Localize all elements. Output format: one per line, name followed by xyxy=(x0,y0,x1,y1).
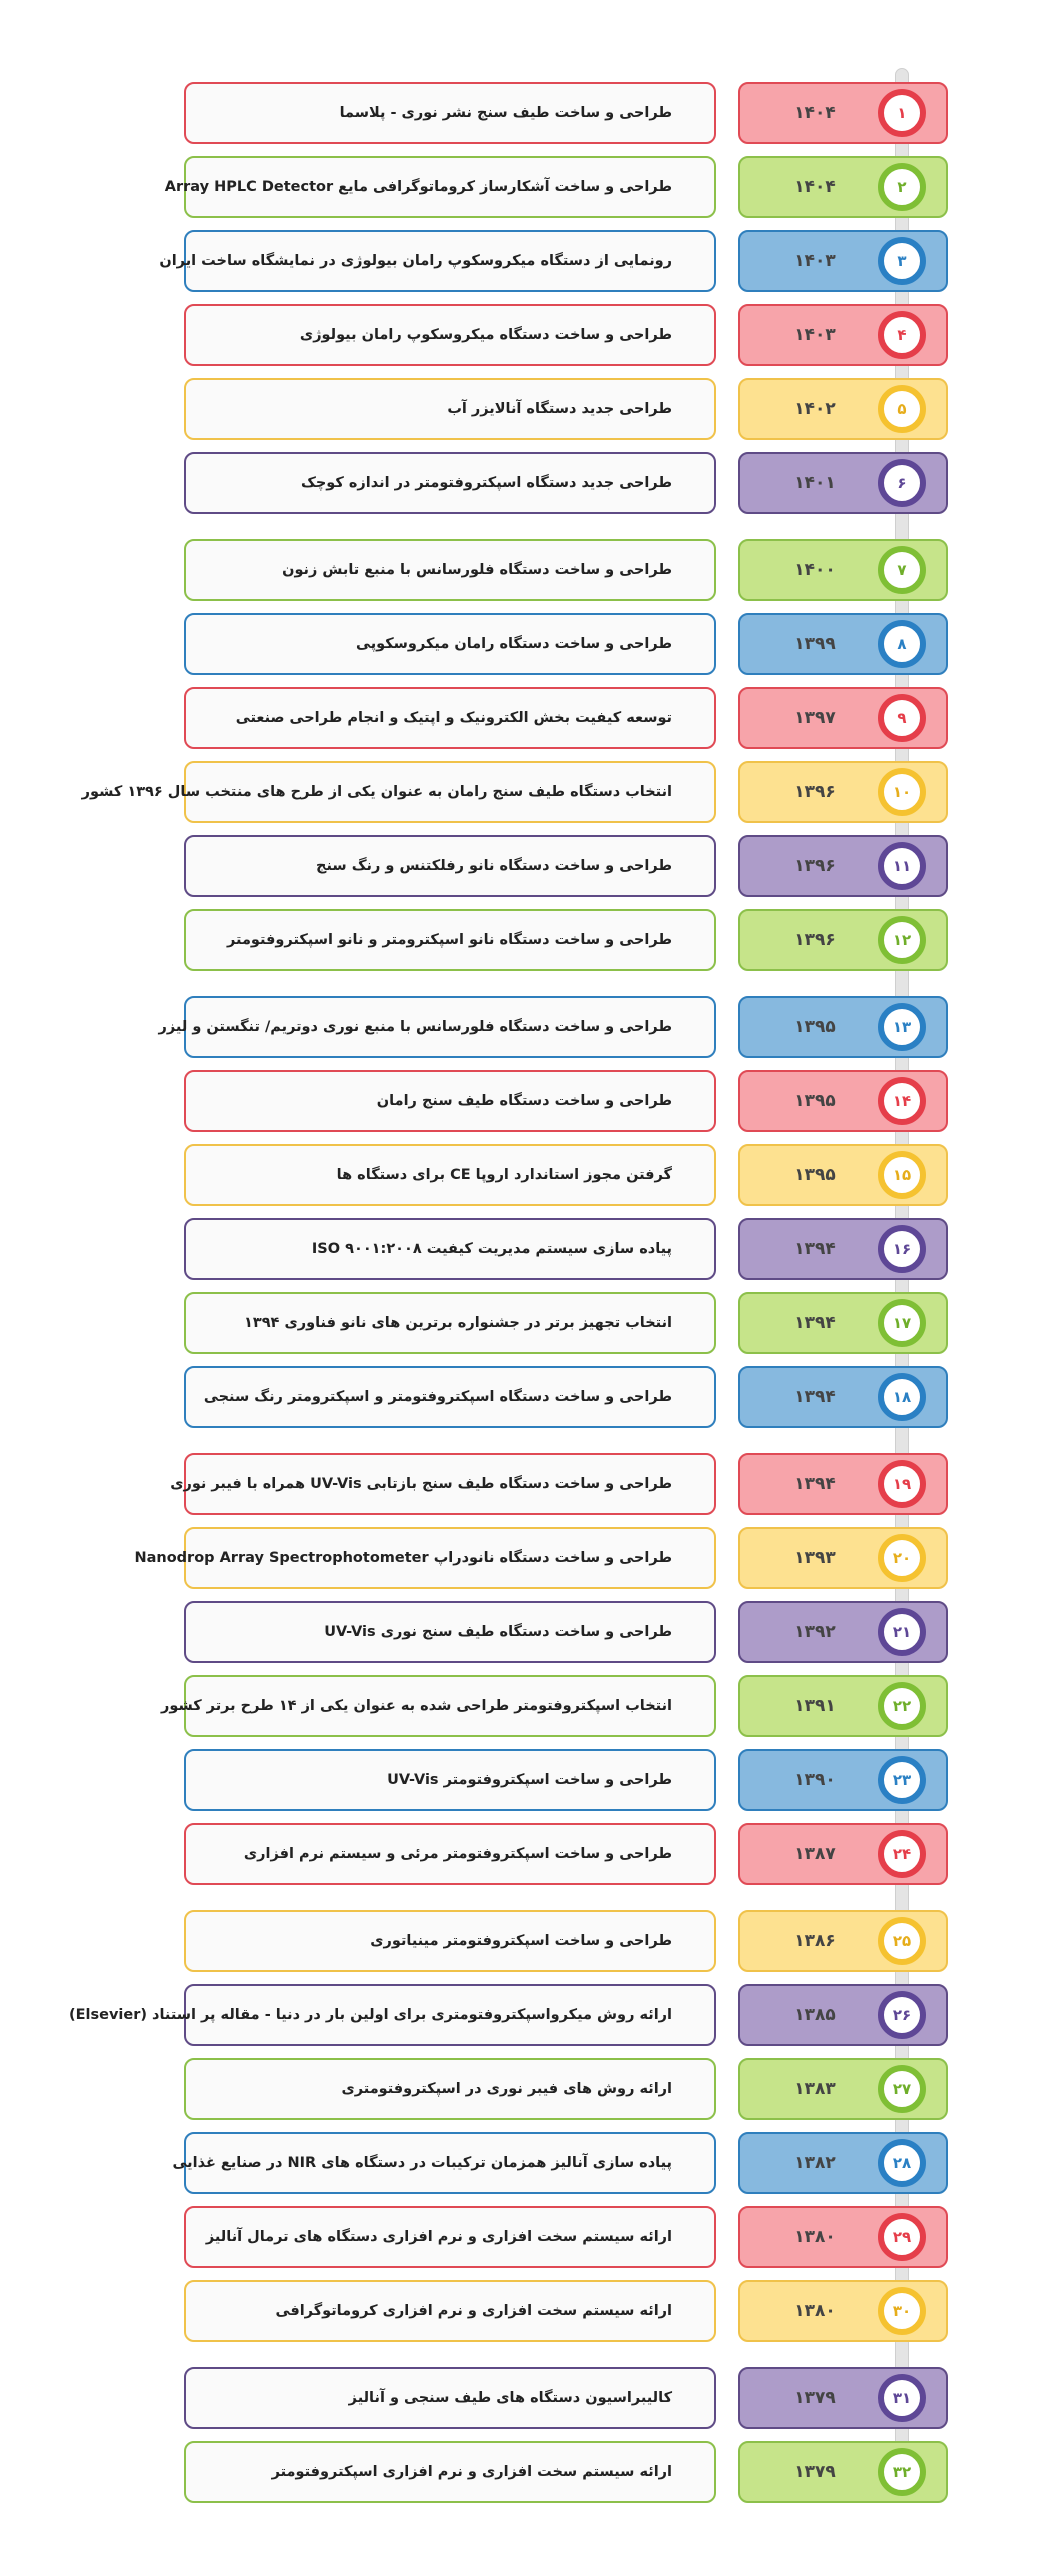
milestone-description: طراحی جدید دستگاه اسپکتروفتومتر در اندازه کوچک xyxy=(184,452,716,514)
milestone-number-badge: ۳۱ xyxy=(878,2374,926,2422)
timeline-row xyxy=(0,538,1038,602)
timeline-row xyxy=(0,834,1038,898)
milestone-description: طراحی و ساخت اسپکتروفتومتر مرئی و سیستم نرم افزاری xyxy=(184,1823,716,1885)
milestone-year: ۱۳۹۴ xyxy=(794,1387,836,1407)
milestone-description: ارائه سیستم سخت افزاری و نرم افزاری اسپکتروفتومتر xyxy=(184,2441,716,2503)
milestone-year: ۱۳۹۴ xyxy=(794,1313,836,1333)
milestone-description: انتخاب دستگاه طیف سنج رامان به عنوان یکی از طرح های منتخب سال ۱۳۹۶ کشور xyxy=(184,761,716,823)
milestone-number-badge: ۲۵ xyxy=(878,1917,926,1965)
milestone-description: کالیبراسیون دستگاه های طیف سنجی و آنالیز xyxy=(184,2367,716,2429)
timeline-row xyxy=(0,995,1038,1059)
milestone-year: ۱۳۹۲ xyxy=(794,1622,836,1642)
milestone-number-badge: ۱۰ xyxy=(878,768,926,816)
milestone-year: ۱۳۹۵ xyxy=(794,1091,836,1111)
milestone-number-badge: ۱۱ xyxy=(878,842,926,890)
timeline-row xyxy=(0,2440,1038,2504)
milestone-year: ۱۳۸۰ xyxy=(794,2301,836,2321)
milestone-description: طراحی و ساخت دستگاه نانودراپ Nanodrop Array Spectrophotometer xyxy=(184,1527,716,1589)
milestone-number-badge: ۳۰ xyxy=(878,2287,926,2335)
milestone-year: ۱۳۹۵ xyxy=(794,1017,836,1037)
milestone-number-badge: ۷ xyxy=(878,546,926,594)
timeline-row xyxy=(0,1143,1038,1207)
milestone-description: طراحی و ساخت دستگاه رامان میکروسکوپی xyxy=(184,613,716,675)
milestone-description: طراحی جدید دستگاه آنالایزر آب xyxy=(184,378,716,440)
timeline-row xyxy=(0,229,1038,293)
milestone-number-badge: ۲۳ xyxy=(878,1756,926,1804)
timeline-row xyxy=(0,1452,1038,1516)
milestone-number-badge: ۱۷ xyxy=(878,1299,926,1347)
milestone-year: ۱۳۹۵ xyxy=(794,1165,836,1185)
timeline-row xyxy=(0,1365,1038,1429)
milestone-year: ۱۳۹۷ xyxy=(794,708,836,728)
milestone-description: طراحی و ساخت دستگاه طیف سنج رامان xyxy=(184,1070,716,1132)
milestone-year: ۱۳۸۰ xyxy=(794,2227,836,2247)
milestone-year: ۱۴۰۲ xyxy=(794,399,836,419)
milestone-year: ۱۳۸۶ xyxy=(794,1931,836,1951)
timeline-row xyxy=(0,451,1038,515)
milestone-year: ۱۳۷۹ xyxy=(794,2388,836,2408)
milestone-description: طراحی و ساخت اسپکتروفتومتر مینیاتوری xyxy=(184,1910,716,1972)
timeline-row xyxy=(0,1069,1038,1133)
milestone-description: طراحی و ساخت دستگاه طیف سنج نوری UV-Vis xyxy=(184,1601,716,1663)
timeline-row xyxy=(0,2131,1038,2195)
milestone-description: طراحی و ساخت دستگاه طیف سنج بازتابی UV-Vis همراه با فیبر نوری xyxy=(184,1453,716,1515)
milestone-year: ۱۴۰۳ xyxy=(794,325,836,345)
milestone-description: طراحی و ساخت دستگاه نانو رفلکتنس و رنگ سنج xyxy=(184,835,716,897)
milestone-description: طراحی و ساخت طیف سنج نشر نوری - پلاسما xyxy=(184,82,716,144)
milestone-number-badge: ۲ xyxy=(878,163,926,211)
milestone-description: ارائه سیستم سخت افزاری و نرم افزاری کروماتوگرافی xyxy=(184,2280,716,2342)
timeline-row xyxy=(0,2279,1038,2343)
milestone-number-badge: ۱۸ xyxy=(878,1373,926,1421)
milestone-year: ۱۳۸۳ xyxy=(794,2079,836,2099)
milestone-description: پیاده سازی آنالیز همزمان ترکیبات در دستگاه های NIR در صنایع غذایی xyxy=(184,2132,716,2194)
milestone-description: طراحی و ساخت دستگاه فلورسانس با منبع تابش زنون xyxy=(184,539,716,601)
timeline-row xyxy=(0,155,1038,219)
milestone-year: ۱۳۹۱ xyxy=(794,1696,836,1716)
milestone-number-badge: ۱۲ xyxy=(878,916,926,964)
milestone-year: ۱۴۰۴ xyxy=(794,177,836,197)
milestone-year: ۱۳۹۴ xyxy=(794,1239,836,1259)
milestone-number-badge: ۲۱ xyxy=(878,1608,926,1656)
milestone-number-badge: ۱۵ xyxy=(878,1151,926,1199)
milestone-year: ۱۴۰۰ xyxy=(794,560,836,580)
milestone-description: ارائه سیستم سخت افزاری و نرم افزاری دستگاه های ترمال آنالیز xyxy=(184,2206,716,2268)
milestone-year: ۱۴۰۳ xyxy=(794,251,836,271)
timeline-row xyxy=(0,2057,1038,2121)
timeline-row xyxy=(0,760,1038,824)
milestone-description: طراحی و ساخت دستگاه نانو اسپکترومتر و نانو اسپکتروفتومتر xyxy=(184,909,716,971)
milestone-number-badge: ۲۹ xyxy=(878,2213,926,2261)
milestone-description: انتخاب تجهیز برتر در جشنواره برترین های نانو فناوری ۱۳۹۴ xyxy=(184,1292,716,1354)
milestone-number-badge: ۸ xyxy=(878,620,926,668)
milestone-description: انتخاب اسپکتروفتومتر طراحی شده به عنوان یکی از ۱۴ طرح برتر کشور xyxy=(184,1675,716,1737)
milestone-description: طراحی و ساخت آشکارساز کروماتوگرافی مایع Array HPLC Detector xyxy=(184,156,716,218)
milestone-number-badge: ۱۴ xyxy=(878,1077,926,1125)
milestone-number-badge: ۲۸ xyxy=(878,2139,926,2187)
milestone-number-badge: ۲۴ xyxy=(878,1830,926,1878)
milestone-year: ۱۳۹۳ xyxy=(794,1548,836,1568)
milestone-number-badge: ۳۲ xyxy=(878,2448,926,2496)
timeline-row xyxy=(0,1291,1038,1355)
milestone-year: ۱۳۹۹ xyxy=(794,634,836,654)
milestone-description: پیاده سازی سیستم مدیریت کیفیت ISO ۹۰۰۱:۲۰۰۸ xyxy=(184,1218,716,1280)
milestone-description: طراحی و ساخت اسپکتروفتومتر UV-Vis xyxy=(184,1749,716,1811)
milestone-number-badge: ۱۳ xyxy=(878,1003,926,1051)
timeline-row xyxy=(0,2205,1038,2269)
milestone-number-badge: ۲۶ xyxy=(878,1991,926,2039)
timeline-row xyxy=(0,303,1038,367)
milestone-description: طراحی و ساخت دستگاه میکروسکوپ رامان بیولوژی xyxy=(184,304,716,366)
timeline-row xyxy=(0,1983,1038,2047)
milestone-year: ۱۳۹۴ xyxy=(794,1474,836,1494)
timeline-row xyxy=(0,1822,1038,1886)
milestone-number-badge: ۵ xyxy=(878,385,926,433)
milestone-number-badge: ۶ xyxy=(878,459,926,507)
milestone-year: ۱۳۷۹ xyxy=(794,2462,836,2482)
milestone-number-badge: ۴ xyxy=(878,311,926,359)
milestone-number-badge: ۱ xyxy=(878,89,926,137)
milestone-year: ۱۳۹۶ xyxy=(794,856,836,876)
timeline-row xyxy=(0,1217,1038,1281)
milestone-description: ارائه روش های فیبر نوری در اسپکتروفتومتری xyxy=(184,2058,716,2120)
milestone-description: ارائه روش میکرواسپکتروفتومتری برای اولین بار در دنیا - مقاله پر استناد (Elsevier) xyxy=(184,1984,716,2046)
milestone-number-badge: ۲۲ xyxy=(878,1682,926,1730)
milestone-year: ۱۳۸۲ xyxy=(794,2153,836,2173)
milestone-year: ۱۳۸۵ xyxy=(794,2005,836,2025)
milestone-year: ۱۴۰۱ xyxy=(794,473,836,493)
milestone-year: ۱۳۹۰ xyxy=(794,1770,836,1790)
timeline-row xyxy=(0,612,1038,676)
milestone-year: ۱۴۰۴ xyxy=(794,103,836,123)
timeline-row xyxy=(0,81,1038,145)
milestone-description: توسعه کیفیت بخش الکترونیک و اپتیک و انجام طراحی صنعتی xyxy=(184,687,716,749)
timeline-row xyxy=(0,1600,1038,1664)
timeline-row xyxy=(0,1748,1038,1812)
milestone-number-badge: ۹ xyxy=(878,694,926,742)
milestone-description: رونمایی از دستگاه میکروسکوپ رامان بیولوژی در نمایشگاه ساخت ایران xyxy=(184,230,716,292)
milestone-number-badge: ۱۶ xyxy=(878,1225,926,1273)
timeline-row xyxy=(0,908,1038,972)
milestone-description: طراحی و ساخت دستگاه اسپکتروفتومتر و اسپکترومتر رنگ سنجی xyxy=(184,1366,716,1428)
milestone-year: ۱۳۹۶ xyxy=(794,930,836,950)
timeline-row xyxy=(0,377,1038,441)
timeline-row xyxy=(0,2366,1038,2430)
milestone-description: طراحی و ساخت دستگاه فلورسانس با منبع نوری دوتریم/ تنگستن و لیزر xyxy=(184,996,716,1058)
milestone-description: گرفتن مجوز استاندارد اروپا CE برای دستگاه ها xyxy=(184,1144,716,1206)
timeline-row xyxy=(0,1674,1038,1738)
milestone-number-badge: ۲۰ xyxy=(878,1534,926,1582)
milestone-number-badge: ۲۷ xyxy=(878,2065,926,2113)
timeline-row xyxy=(0,1909,1038,1973)
milestone-number-badge: ۱۹ xyxy=(878,1460,926,1508)
timeline-row xyxy=(0,686,1038,750)
milestone-number-badge: ۳ xyxy=(878,237,926,285)
milestone-year: ۱۳۸۷ xyxy=(794,1844,836,1864)
timeline-row xyxy=(0,1526,1038,1590)
milestone-year: ۱۳۹۶ xyxy=(794,782,836,802)
